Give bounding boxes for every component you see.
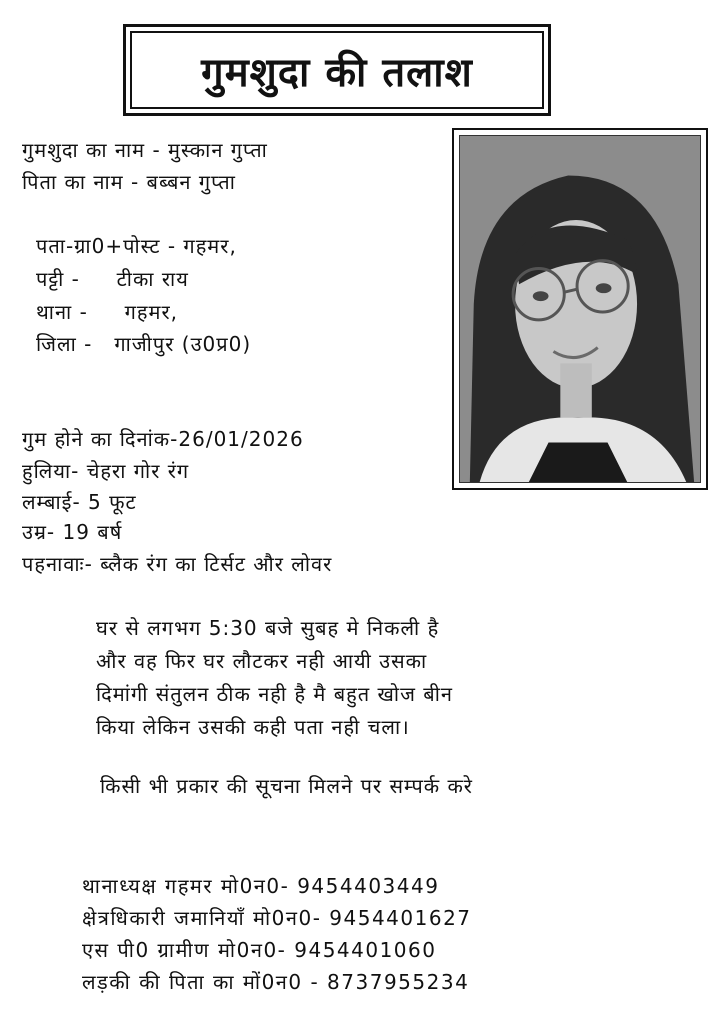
appeal-text: किसी भी प्रकार की सूचना मिलने पर सम्पर्क करे <box>100 774 473 798</box>
description-line: दिमांगी संतुलन ठीक नही है मै बहुत खोज बीन <box>96 682 453 706</box>
page-title: गुमशुदा की तलाश <box>130 31 544 109</box>
father-name: पिता का नाम - बब्बन गुप्ता <box>22 170 236 194</box>
missing-date: गुम होने का दिनांक-26/01/2026 <box>22 427 304 451</box>
description-line: घर से लगभग 5:30 बजे सुबह मे निकली है <box>96 616 440 640</box>
age: उम्र- 19 बर्ष <box>22 520 123 544</box>
appearance: हुलिया- चेहरा गोर रंग <box>22 459 190 483</box>
portrait-image <box>460 136 700 482</box>
district-line: जिला - गाजीपुर (उ0प्र0) <box>36 332 252 356</box>
description-line: और वह फिर घर लौटकर नही आयी उसका <box>96 649 428 673</box>
contact-line: एस पी0 ग्रामीण मो0न0- 9454401060 <box>82 938 437 962</box>
address-line: पता-ग्रा0+पोस्ट - गहमर, <box>36 234 237 258</box>
contact-line: क्षेत्रधिकारी जमानियाँ मो0न0- 9454401627 <box>82 906 472 930</box>
photo-frame <box>452 128 708 490</box>
description-line: किया लेकिन उसकी कही पता नही चला। <box>96 715 410 739</box>
contact-line: थानाध्यक्ष गहमर मो0न0- 9454403449 <box>82 874 440 898</box>
patti-line: पट्टी - टीका राय <box>36 267 189 291</box>
contact-line: लड़की की पिता का मों0न0 - 8737955234 <box>82 970 470 994</box>
height: लम्बाई- 5 फूट <box>22 490 137 514</box>
missing-person-name: गुमशुदा का नाम - मुस्कान गुप्ता <box>22 138 268 162</box>
clothing: पहनावाः- ब्लैक रंग का टिर्सट और लोवर <box>22 552 333 576</box>
title-banner <box>123 24 551 116</box>
missing-person-photo <box>459 135 701 483</box>
thana-line: थाना - गहमर, <box>36 300 178 324</box>
description-block <box>96 612 453 744</box>
contacts-block <box>82 870 472 998</box>
